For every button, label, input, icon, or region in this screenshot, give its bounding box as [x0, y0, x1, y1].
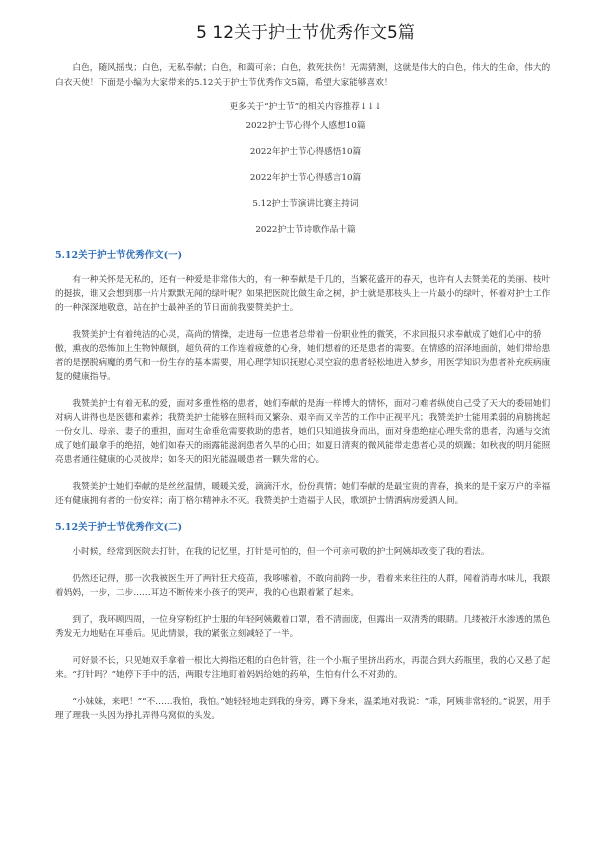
related-link[interactable]: 5.12护士节演讲比赛主持词	[252, 199, 359, 209]
section-heading-1: 5.12关于护士节优秀作文(一)	[55, 250, 183, 261]
related-links	[55, 119, 556, 237]
section2-paragraph: 小时候，经常到医院去打针，在我的记忆里，打针是可怕的，但一个可亲可敬的护士阿姨却改变了我的看法。	[72, 547, 490, 557]
related-link[interactable]: 2022护士节心得个人感想10篇	[245, 121, 366, 131]
intro-paragraph: 白色，随风摇曳；白色，无私奉献；白色，和蔼可亲；白色，救死扶伤！无需猜测，这就是伟大的白色，伟大的生命，伟大的白衣天使！下面是小编为大家带来的5.12关于护士节优秀作文5篇，希望大家能够喜欢！	[55, 63, 551, 88]
section-heading-2: 5.12关于护士节优秀作文(二)	[55, 522, 183, 533]
section2-paragraph: 到了，我环顾四周，一位身穿粉红护士服的年轻阿姨戴着口罩，看不清面庞，但露出一双清秀的眼睛。几缕被汗水渗透的黑色秀发无力地贴在耳垂后。见此情景，我的紧张立刻减轻了一半。	[55, 615, 551, 639]
section1-paragraph: 我赞美护士她们奉献的是丝丝温情，暖暖关爱，滴滴汗水，份份真情；她们奉献的是最宝贵的青春，换来的是千家万户的幸福还有健康拥有者的一份安祥；南丁格尔精神永不灭。我赞美护士造福于人民，歌颂护士情洒病房爱洒人间。	[55, 482, 551, 506]
related-link[interactable]: 2022年护士节心得感言10篇	[249, 173, 362, 183]
related-link[interactable]: 2022年护士节心得感悟10篇	[249, 147, 362, 157]
section1-paragraph: 我赞美护士有着无私的爱，面对多重性格的患者，她们奉献的是海一样博大的情怀，面对刁难者纵使自己受了天大的委屈她们对病人讲得也是医德和素养；我赞美护士能够在照料而又繁杂、艰辛而又辛苦的工作中正视平凡；我赞美护士能用柔弱的肩膀挑起一份女儿、母亲、妻子的重担，面对生命垂危需要救助的患者，她们只知道拔身而出，面对身患绝症心理失常的患者，沟通与交流成了她们最拿手的绝招，她们如春天的雨露能滋润患者久旱的心田；如夏日清爽的微风能带走患者心灵的烦躁；如秋夜的明月能照亮患者通往健康的心灵彼岸；如冬天的阳光能温暖患者一颗失常的心。	[55, 399, 551, 465]
related-link[interactable]: 2022护士节诗歌作品十篇	[255, 225, 356, 235]
section2-paragraph: “小妹妹，来吧！”“不……我怕，我怕。”她轻轻地走到我的身旁，蹲下身来，温柔地对我说：“乖，阿姨非常轻的。”说罢，用手理了理我一头因为挣扎弄得乌窝似的头发。	[55, 697, 551, 721]
related-heading: 更多关于“护士节”的相关内容推荐↓↓↓	[229, 102, 382, 112]
section2-paragraph: 仍然还记得，那一次我被医生开了两针狂犬疫苗，我哆嗦着，不敢向前跨一步，看着来来往往的人群，闻着消毒水味儿，我跟着妈妈，一步，二步……耳边不断传来小孩子的哭声，我的心也跟着紧了起来。	[55, 574, 551, 598]
section1-paragraph: 我赞美护士有着纯洁的心灵，高尚的情操，走进每一位患者总带着一份职业性的微笑，不求回报只求奉献成了她们心中的骄傲，熏夜的恐怖加上生物钟颠倒，超负荷的工作连着疲惫的心身，她们想着的还是患者的需要。在情感的沼泽地面前，她们带给患者的是摆脱病魔的勇气和一份生存的基本需要，用心理学知识抚慰心灵空寂的患者轻松地进入梦乡，用医学知识为患者补充疾病康复的健康指导。	[55, 330, 551, 382]
document-title: 5 12关于护士节优秀作文5篇	[196, 23, 415, 43]
section2-paragraph: 可好景不长，只见她双手拿着一根比大拇指还粗的白色针管，往一个小瓶子里挤出药水，再混合到大药瓶里，我的心又悬了起来。“打针吗？”她停下手中的活，两眼专注地盯着妈妈给她的药单，生怕有什么不对劲的。	[55, 656, 551, 680]
section1-paragraph: 有一种关怀是无私的，还有一种爱是非常伟大的，有一种奉献是千几的，当繁花盛开的春天，也许有人去赞美花的美丽、枝叶的挺拔，谁又会想到那一片片默默无闻的绿叶呢？如果把医院比做生命之树，护士就是那枝头上一片最小的绿叶，怀着对护士工作的一种深深地敬意，站在护士最神圣的节日面前我要赞美护士。	[55, 275, 551, 313]
